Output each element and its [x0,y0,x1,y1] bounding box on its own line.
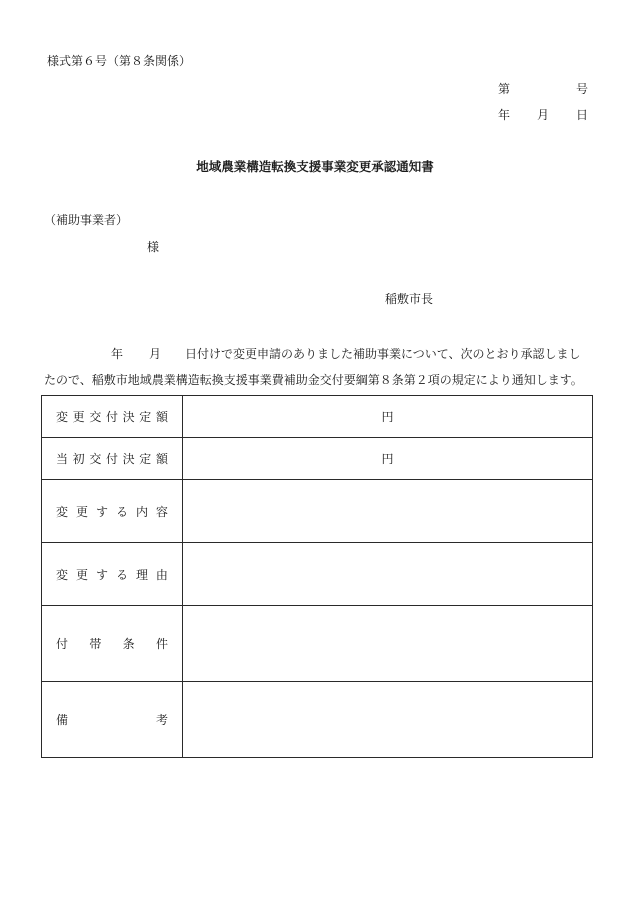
field-label [42,438,183,480]
recipient-label: （補助事業者） [44,213,129,227]
field-label-char: 容 [155,504,168,519]
field-label-char: 由 [155,567,168,582]
field-label-char: 更 [72,410,85,424]
field-value[interactable] [183,682,593,758]
field-label-char: 付 [105,452,118,466]
field-value[interactable] [183,606,593,682]
date-year-label: 年 [498,108,511,122]
field-label-char: 交 [89,452,102,466]
field-value[interactable] [183,543,593,606]
form-number: 様式第６号（第８条関係） [47,54,192,68]
body-line-2: たので、稲敷市地域農業構造転換支援事業費補助金交付要綱第８条第２項の規定により通知します。 [44,373,583,387]
body-line-1-text: 日付けで変更申請のありました補助事業について、次のとおり承認しまし [185,347,581,361]
field-label [42,396,183,438]
doc-number-prefix: 第 [498,82,511,96]
field-value[interactable]: 円 [183,438,593,480]
field-label-char: 付 [105,410,118,424]
recipient-honorific: 様 [147,240,160,254]
document-title: 地域農業構造転換支援事業変更承認通知書 [196,159,434,174]
issuer-name: 稲敷市長 [385,292,434,306]
field-label-char: 当 [56,452,69,466]
field-label-char: 変 [56,504,69,519]
field-label-char: 条 [122,637,135,651]
field-label-char: 理 [135,567,148,582]
body-month-label: 月 [149,347,162,361]
field-label-char: 備 [56,713,69,727]
field-label-char: る [115,567,128,582]
field-label [42,543,183,606]
table-row [42,682,593,758]
fields-table [41,395,593,758]
field-label-char: 変 [56,567,69,582]
table-row [42,480,593,543]
field-label-char: る [115,504,128,519]
field-label-char: 額 [155,410,168,424]
date-day-label: 日 [576,108,589,122]
field-label-char: す [95,504,108,519]
doc-number-suffix: 号 [576,82,589,96]
field-label-char: 更 [75,504,88,519]
field-label-char: す [95,567,108,582]
field-value[interactable]: 円 [183,396,593,438]
field-label-char: 帯 [89,637,102,651]
table-row [42,606,593,682]
table-row [42,396,593,438]
field-label-char: 更 [75,567,88,582]
field-label-char: 初 [72,452,85,466]
field-label [42,480,183,543]
table-row [42,543,593,606]
date-month-label: 月 [537,108,550,122]
field-label-char: 定 [139,410,152,424]
field-value[interactable] [183,480,593,543]
field-label [42,682,183,758]
field-label-char: 額 [155,452,168,466]
field-label-char: 交 [89,410,102,424]
field-label-char: 付 [56,637,69,651]
table-row [42,438,593,480]
field-label-char: 変 [56,410,69,424]
body-year-label: 年 [111,347,124,361]
field-label-char: 件 [155,637,168,651]
field-label-char: 内 [135,504,148,519]
field-label-char: 決 [122,452,135,466]
field-label-char: 考 [155,713,168,727]
field-label-char: 決 [122,410,135,424]
field-label [42,606,183,682]
field-label-char: 定 [139,452,152,466]
